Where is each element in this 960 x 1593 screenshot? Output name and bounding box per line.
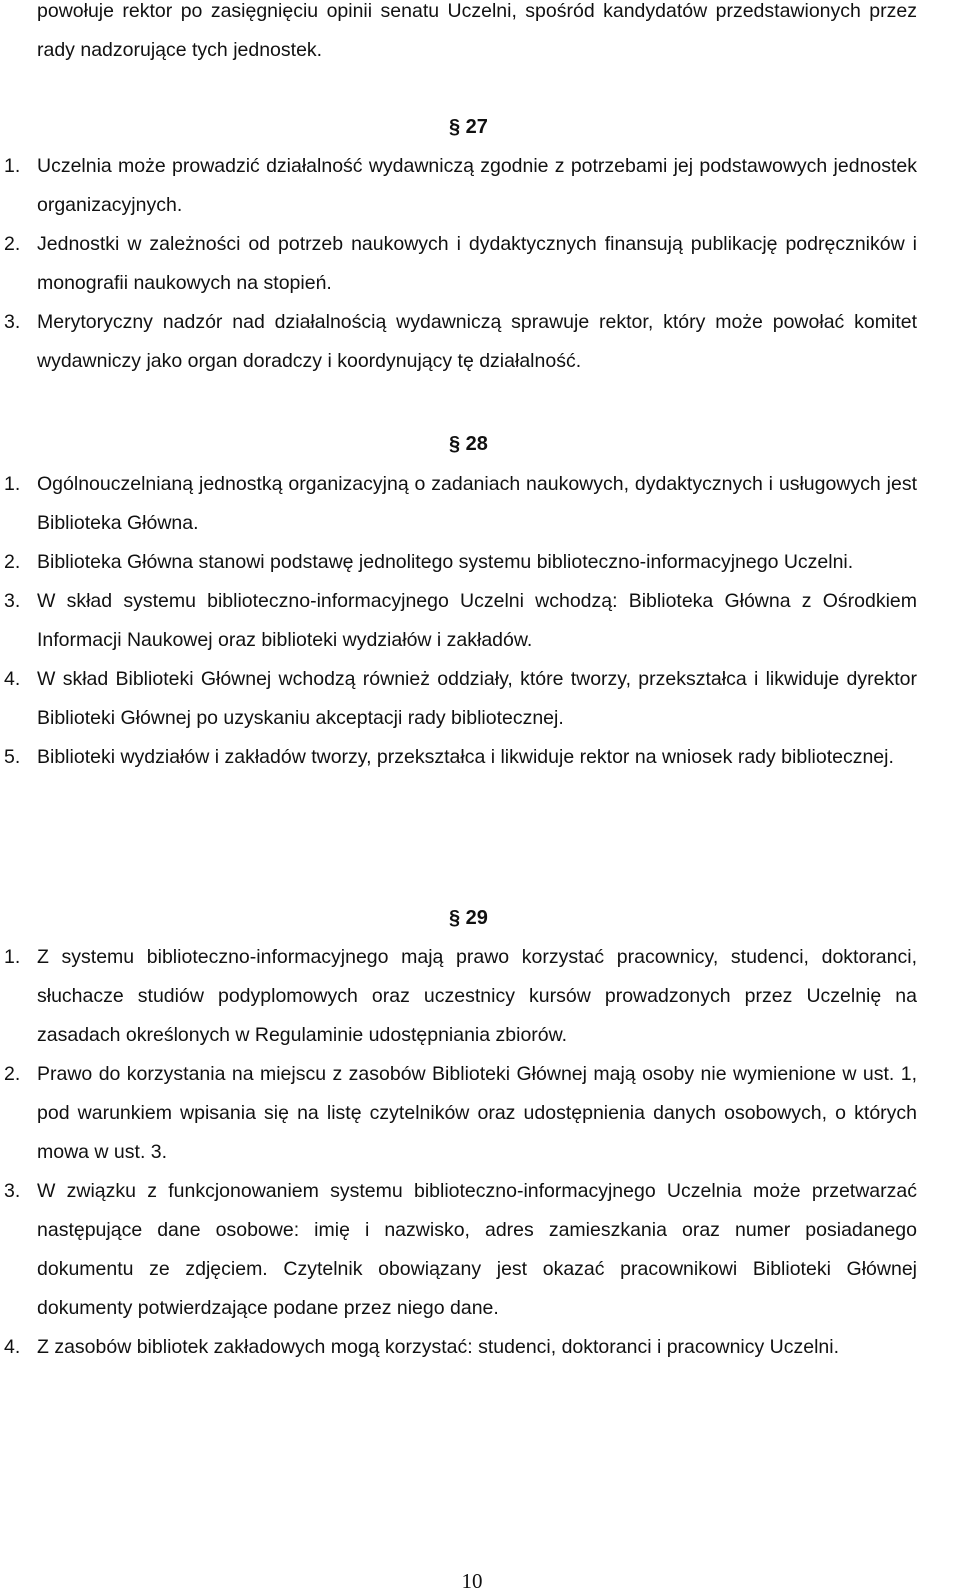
item-text: W związku z funkcjonowaniem systemu biblioteczno-informacyjnego Uczelnia może przetwarzać następujące dane osobowe: imię i nazwisko, adres zamieszkania oraz numer posiadanego dokumentu ze zdjęciem. Czytelnik obowiązany jest okazać pracownikowi Biblioteki Głównej dokumenty potwierdzające podane przez niego dane. [37, 1180, 917, 1319]
section-items [0, 938, 960, 1367]
item-number: 1. [4, 946, 21, 968]
item-number: 4. [4, 1336, 21, 1358]
item-number: 3. [4, 311, 21, 333]
item-number: 3. [4, 590, 21, 612]
section-items [0, 465, 960, 777]
item-text: Biblioteka Główna stanowi podstawę jednolitego systemu biblioteczno-informacyjnego Uczelni. [37, 551, 854, 573]
item-number: 1. [4, 155, 21, 177]
item-text: Ogólnouczelnianą jednostką organizacyjną o zadaniach naukowych, dydaktycznych i usługowych jest Biblioteka Główna. [37, 473, 917, 534]
section-heading: § 28 [449, 433, 488, 455]
page-number: 10 [461, 1569, 483, 1593]
item-number: 2. [4, 1063, 21, 1085]
item-number: 2. [4, 233, 21, 255]
item-text: Z zasobów bibliotek zakładowych mogą korzystać: studenci, doktoranci i pracownicy Uczelni. [37, 1336, 840, 1358]
item-text: W skład systemu biblioteczno-informacyjnego Uczelni wchodzą: Biblioteka Główna z Ośrodkiem Informacji Naukowej oraz biblioteki wydziałów i zakładów. [37, 590, 917, 651]
intro-paragraph: powołuje rektor po zasięgnięciu opinii senatu Uczelni, spośród kandydatów przedstawionych przez rady nadzorujące tych jednostek. [37, 0, 917, 61]
section-heading: § 27 [449, 116, 488, 138]
item-text: Uczelnia może prowadzić działalność wydawniczą zgodnie z potrzebami jej podstawowych jednostek organizacyjnych. [37, 155, 917, 216]
item-text: W skład Biblioteki Głównej wchodzą również oddziały, które tworzy, przekształca i likwiduje dyrektor Biblioteki Głównej po uzyskaniu akceptacji rady bibliotecznej. [37, 668, 917, 729]
list-item [0, 543, 960, 582]
item-number: 3. [4, 1180, 21, 1202]
section-heading: § 29 [449, 907, 488, 929]
list-item [0, 1328, 960, 1367]
list-item [0, 147, 960, 225]
item-text: Merytoryczny nadzór nad działalnością wydawniczą sprawuje rektor, który może powołać komitet wydawniczy jako organ doradczy i koordynujący tę działalność. [37, 311, 917, 372]
item-text: Jednostki w zależności od potrzeb naukowych i dydaktycznych finansują publikację podręczników i monografii naukowych na stopień. [37, 233, 917, 294]
item-number: 1. [4, 473, 21, 495]
list-item [0, 225, 960, 303]
item-number: 2. [4, 551, 21, 573]
list-item [0, 1055, 960, 1172]
list-item [0, 303, 960, 381]
item-text: Z systemu biblioteczno-informacyjnego mają prawo korzystać pracownicy, studenci, doktoranci, słuchacze studiów podyplomowych oraz uczestnicy kursów prowadzonych przez Uczelnię na zasadach określonych w Regulaminie udostępniania zbiorów. [37, 946, 917, 1046]
section-items [0, 147, 960, 381]
item-text: Prawo do korzystania na miejscu z zasobów Biblioteki Głównej mają osoby nie wymienione w ust. 1, pod warunkiem wpisania się na listę czytelników oraz udostępnienia danych osobowych, o których mowa w ust. 3. [37, 1063, 917, 1163]
item-number: 4. [4, 668, 21, 690]
item-number: 5. [4, 746, 21, 768]
list-item [0, 582, 960, 660]
item-text: Biblioteki wydziałów i zakładów tworzy, przekształca i likwiduje rektor na wniosek rady bibliotecznej. [37, 746, 894, 768]
list-item [0, 660, 960, 738]
list-item [0, 738, 960, 777]
list-item [0, 1172, 960, 1328]
list-item [0, 465, 960, 543]
list-item [0, 938, 960, 1055]
